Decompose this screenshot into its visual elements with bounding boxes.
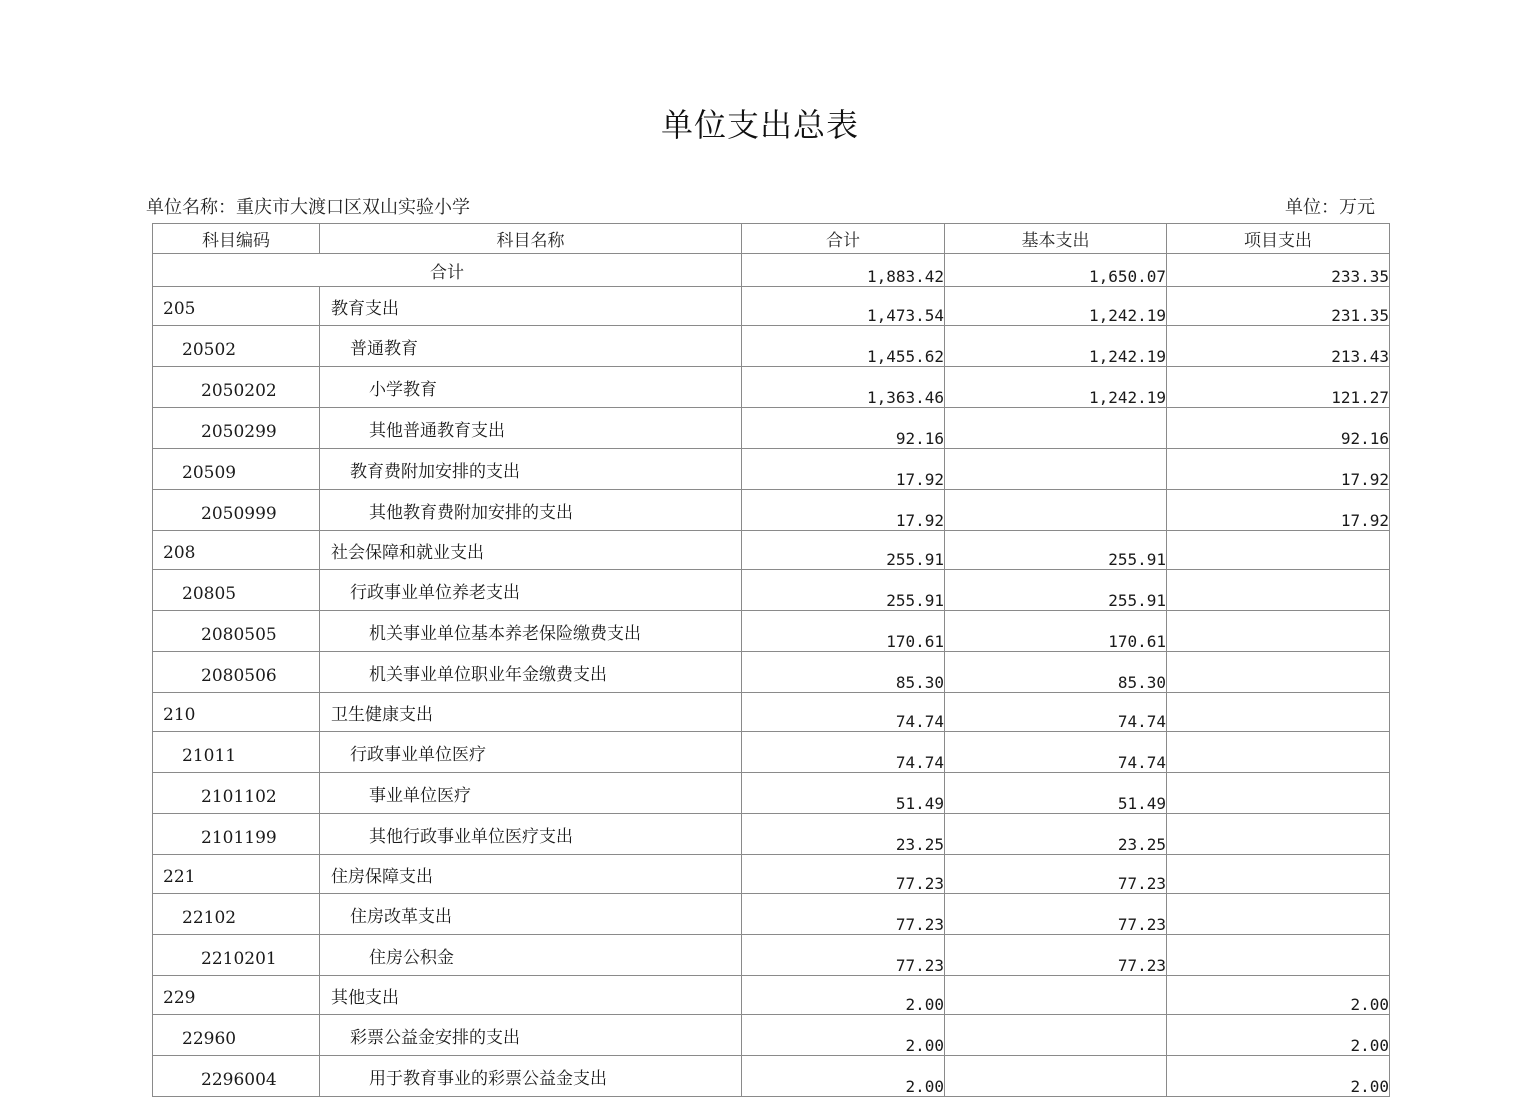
table-row	[153, 855, 1390, 894]
table-row	[153, 1015, 1390, 1056]
row-basic: 77.23	[945, 894, 1167, 935]
row-code: 20509	[153, 449, 320, 490]
table-row	[153, 935, 1390, 976]
table-row	[153, 773, 1390, 814]
row-basic: 255.91	[945, 570, 1167, 611]
row-code: 208	[153, 531, 320, 570]
row-basic: 23.25	[945, 814, 1167, 855]
row-project	[1167, 894, 1390, 935]
row-code: 2050999	[153, 490, 320, 531]
row-project: 231.35	[1167, 287, 1390, 326]
row-code: 2050299	[153, 408, 320, 449]
row-basic	[945, 449, 1167, 490]
row-total: 170.61	[742, 611, 945, 652]
row-basic: 1,242.19	[945, 287, 1167, 326]
row-code: 221	[153, 855, 320, 894]
row-name: 机关事业单位职业年金缴费支出	[320, 652, 742, 693]
page-title: 单位支出总表	[660, 106, 859, 144]
row-basic	[945, 1056, 1167, 1097]
row-name: 用于教育事业的彩票公益金支出	[320, 1056, 742, 1097]
row-name: 住房改革支出	[320, 894, 742, 935]
row-code: 2050202	[153, 367, 320, 408]
row-total: 255.91	[742, 531, 945, 570]
row-total: 51.49	[742, 773, 945, 814]
row-project: 2.00	[1167, 976, 1390, 1015]
row-total: 2.00	[742, 976, 945, 1015]
row-code: 22102	[153, 894, 320, 935]
table-row	[153, 449, 1390, 490]
total-row	[153, 254, 1390, 287]
row-total: 1,363.46	[742, 367, 945, 408]
row-total: 77.23	[742, 855, 945, 894]
row-name: 机关事业单位基本养老保险缴费支出	[320, 611, 742, 652]
header-code: 科目编码	[153, 224, 320, 254]
row-basic	[945, 976, 1167, 1015]
row-basic: 85.30	[945, 652, 1167, 693]
row-total: 77.23	[742, 894, 945, 935]
row-name: 其他教育费附加安排的支出	[320, 490, 742, 531]
row-name: 其他支出	[320, 976, 742, 1015]
row-code: 210	[153, 693, 320, 732]
table-row	[153, 976, 1390, 1015]
row-name: 行政事业单位医疗	[320, 732, 742, 773]
row-code: 20805	[153, 570, 320, 611]
table-row	[153, 693, 1390, 732]
row-code: 22960	[153, 1015, 320, 1056]
row-project: 17.92	[1167, 449, 1390, 490]
row-name: 事业单位医疗	[320, 773, 742, 814]
table-row	[153, 326, 1390, 367]
row-project: 213.43	[1167, 326, 1390, 367]
header-name: 科目名称	[320, 224, 742, 254]
row-code: 229	[153, 976, 320, 1015]
row-code: 20502	[153, 326, 320, 367]
row-name: 住房保障支出	[320, 855, 742, 894]
header-basic: 基本支出	[945, 224, 1167, 254]
row-total: 2.00	[742, 1056, 945, 1097]
row-code: 2101199	[153, 814, 320, 855]
row-total: 74.74	[742, 732, 945, 773]
row-code: 2080505	[153, 611, 320, 652]
table-row	[153, 490, 1390, 531]
row-basic: 77.23	[945, 935, 1167, 976]
expenditure-summary-table	[152, 223, 1390, 1097]
total-row-label: 合计	[153, 254, 742, 287]
row-project: 92.16	[1167, 408, 1390, 449]
total-row-total: 1,883.42	[742, 254, 945, 287]
row-name: 教育支出	[320, 287, 742, 326]
row-project	[1167, 814, 1390, 855]
table-row	[153, 408, 1390, 449]
row-name: 社会保障和就业支出	[320, 531, 742, 570]
row-total: 74.74	[742, 693, 945, 732]
row-name: 行政事业单位养老支出	[320, 570, 742, 611]
table-row	[153, 367, 1390, 408]
row-basic	[945, 490, 1167, 531]
row-project: 17.92	[1167, 490, 1390, 531]
row-total: 85.30	[742, 652, 945, 693]
row-basic: 51.49	[945, 773, 1167, 814]
row-total: 255.91	[742, 570, 945, 611]
table-row	[153, 287, 1390, 326]
row-total: 17.92	[742, 490, 945, 531]
row-basic: 74.74	[945, 732, 1167, 773]
row-total: 1,455.62	[742, 326, 945, 367]
row-total: 92.16	[742, 408, 945, 449]
table-row	[153, 652, 1390, 693]
row-total: 77.23	[742, 935, 945, 976]
header-project: 项目支出	[1167, 224, 1390, 254]
row-project: 2.00	[1167, 1056, 1390, 1097]
row-code: 2210201	[153, 935, 320, 976]
row-project	[1167, 732, 1390, 773]
total-row-project: 233.35	[1167, 254, 1390, 287]
row-basic	[945, 1015, 1167, 1056]
row-project	[1167, 611, 1390, 652]
table-row	[153, 531, 1390, 570]
total-row-basic: 1,650.07	[945, 254, 1167, 287]
row-total: 1,473.54	[742, 287, 945, 326]
row-basic: 170.61	[945, 611, 1167, 652]
table-row	[153, 732, 1390, 773]
row-code: 2080506	[153, 652, 320, 693]
row-project: 2.00	[1167, 1015, 1390, 1056]
row-code: 205	[153, 287, 320, 326]
row-total: 2.00	[742, 1015, 945, 1056]
table-row	[153, 611, 1390, 652]
row-basic: 74.74	[945, 693, 1167, 732]
table-body	[153, 254, 1390, 1097]
row-basic: 255.91	[945, 531, 1167, 570]
row-project	[1167, 935, 1390, 976]
currency-unit-label: 单位：万元	[1285, 197, 1375, 218]
row-basic: 1,242.19	[945, 326, 1167, 367]
unit-name-label: 单位名称：重庆市大渡口区双山实验小学	[146, 197, 470, 218]
row-name: 普通教育	[320, 326, 742, 367]
row-basic: 1,242.19	[945, 367, 1167, 408]
table-header-row	[153, 224, 1390, 254]
row-project	[1167, 855, 1390, 894]
row-code: 21011	[153, 732, 320, 773]
row-basic	[945, 408, 1167, 449]
row-total: 23.25	[742, 814, 945, 855]
row-project	[1167, 531, 1390, 570]
row-name: 卫生健康支出	[320, 693, 742, 732]
row-total: 17.92	[742, 449, 945, 490]
row-name: 教育费附加安排的支出	[320, 449, 742, 490]
row-code: 2101102	[153, 773, 320, 814]
row-name: 小学教育	[320, 367, 742, 408]
row-project	[1167, 570, 1390, 611]
row-name: 其他行政事业单位医疗支出	[320, 814, 742, 855]
row-name: 其他普通教育支出	[320, 408, 742, 449]
row-basic: 77.23	[945, 855, 1167, 894]
row-name: 住房公积金	[320, 935, 742, 976]
row-project	[1167, 773, 1390, 814]
row-project	[1167, 652, 1390, 693]
header-total: 合计	[742, 224, 945, 254]
row-code: 2296004	[153, 1056, 320, 1097]
row-name: 彩票公益金安排的支出	[320, 1015, 742, 1056]
table-row	[153, 1056, 1390, 1097]
row-project	[1167, 693, 1390, 732]
table-row	[153, 814, 1390, 855]
row-project: 121.27	[1167, 367, 1390, 408]
table-row	[153, 570, 1390, 611]
table-row	[153, 894, 1390, 935]
